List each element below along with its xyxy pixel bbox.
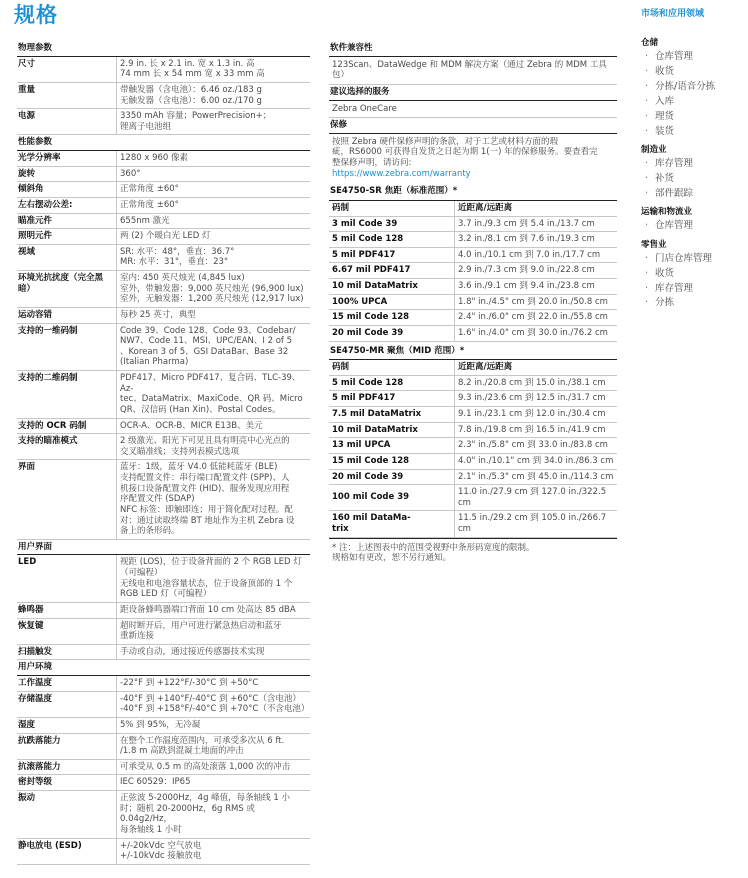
specs-column	[17, 41, 310, 865]
section-title: 性能参数	[17, 135, 310, 151]
spec-row	[17, 645, 310, 661]
spec-value: 在整个工作温度范围内，可承受多次从 6 ft. /1.8 m 高跌到混凝土地面的冲击	[116, 734, 310, 759]
range-cell: 2.1" in./5.3" cm 到 45.0 in./114.3 cm	[455, 469, 618, 485]
spec-value: 正常角度 ±60°	[116, 198, 310, 213]
column-header-code: 码制	[329, 201, 455, 216]
spec-value: 每秒 25 英寸，典型	[116, 308, 310, 323]
spec-label: 湿度	[18, 719, 36, 730]
spec-label: 瞄准元件	[18, 215, 53, 226]
symbology-cell: 5 mil Code 128	[329, 232, 455, 248]
spec-label: 振动	[18, 793, 36, 803]
market-heading: 制造业	[641, 144, 667, 155]
spec-value: 1280 x 960 像素	[116, 151, 310, 166]
market-item: · 收货	[641, 65, 741, 80]
spec-row	[17, 791, 310, 839]
spec-label: 环境光抗扰度（完全黑暗）	[18, 273, 104, 294]
spec-row	[17, 760, 310, 776]
spec-label: 扫描触发	[18, 646, 53, 657]
market-item: · 门店仓库管理	[641, 251, 741, 266]
table-row	[329, 310, 617, 326]
spec-label: 视域	[18, 246, 36, 257]
software-title: 软件兼容性	[329, 41, 617, 57]
range-cell: 2.4" in./6.0" cm 到 22.0 in./55.8 cm	[455, 310, 618, 326]
spec-row	[17, 775, 310, 791]
spec-row	[17, 83, 310, 109]
spec-value: 2.9 in. 长 x 2.1 in. 宽 x 1.3 in. 高 74 mm 长 x 54 mm 宽 x 33 mm 高	[116, 57, 310, 82]
spec-row	[17, 419, 310, 435]
symbology-cell: 20 mil Code 39	[329, 469, 455, 485]
range-table-header	[329, 360, 617, 375]
spec-value: 室内: 450 英尺烛光 (4,845 lux) 室外，带触发器：9,000 英尺烛光 (96,900 lux) 室外，无触发器：1,200 英尺烛光 (12,917 lux)	[116, 271, 310, 307]
range-cell: 3.2 in./8.1 cm 到 7.6 in./19.3 cm	[455, 232, 618, 248]
spec-label: 尺寸	[18, 58, 36, 69]
symbology-cell: 6.67 mil PDF417	[329, 263, 455, 279]
spec-label: 倾斜角	[18, 184, 44, 195]
column-header-range: 近距离/远距离	[455, 201, 618, 216]
spec-row	[17, 692, 310, 718]
spec-row	[17, 718, 310, 734]
spec-value: 手动或自动，通过接近传感器技术实现	[116, 645, 310, 660]
spec-row	[17, 676, 310, 692]
spec-label: 工作温度	[18, 678, 53, 688]
spec-label: 界面	[18, 462, 36, 473]
table-row	[329, 279, 617, 295]
spec-row	[17, 371, 310, 419]
spec-label: 恢复键	[18, 620, 44, 631]
spec-row	[17, 555, 310, 603]
spec-row	[17, 214, 310, 230]
spec-value: 2 级激光、阳光下可见且具有明亮中心光点的 交叉瞄准线；支持列表模式选项	[116, 434, 310, 459]
spec-row	[17, 151, 310, 167]
spec-value: 超时断开后，用户可进行紧急热启动和蓝牙 重新连接	[116, 619, 310, 644]
market-item: · 收货	[641, 266, 741, 281]
symbology-cell: 10 mil DataMatrix	[329, 279, 455, 295]
range-cell: 1.8" in./4.5" cm 到 20.0 in./50.8 cm	[455, 294, 618, 310]
table-row	[329, 263, 617, 279]
range-cell: 11.0 in./27.9 cm 到 127.0 in./322.5 cm	[455, 485, 618, 511]
market-item: · 入库	[641, 94, 741, 109]
spec-value: 正常角度 ±60°	[116, 182, 310, 197]
markets-title: 市场和应用领域	[641, 9, 705, 19]
spec-row	[17, 619, 310, 645]
symbology-cell: 15 mil Code 128	[329, 453, 455, 469]
symbology-cell: 3 mil Code 39	[329, 216, 455, 232]
spec-row	[17, 434, 310, 460]
column-header-code: 码制	[329, 360, 455, 375]
spec-value: IEC 60529：IP65	[116, 775, 310, 790]
spec-value: 正弦波 5-2000Hz，4g 峰值，每条轴线 1 小 时；随机 20-2000Hz，6g RMS 或 0.04g2/Hz， 每条轴线 1 小时	[116, 791, 310, 838]
spec-label: 支持的二维码制	[18, 373, 78, 383]
table-row	[329, 232, 617, 248]
market-item: · 理货	[641, 109, 741, 124]
spec-value: 5% 到 95%，无冷凝	[116, 718, 310, 733]
symbology-cell: 160 mil DataMa- trix	[329, 511, 455, 537]
footnote: * 注：上述图表中的范围受视野中条形码宽度的限制。 规格如有更改，恕不另行通知。	[329, 538, 617, 564]
services-text: Zebra OneCare	[329, 101, 617, 119]
spec-row	[17, 839, 310, 865]
software-text: 123Scan、DataWedge 和 MDM 解决方案（通过 Zebra 的 MDM 工具 包）	[329, 57, 617, 85]
market-item: · 分拣	[641, 296, 741, 311]
warranty-text	[329, 134, 617, 183]
spec-value: OCR-A、OCR-B、MICR E13B、美元	[116, 419, 310, 434]
symbology-cell: 7.5 mil DataMatrix	[329, 407, 455, 423]
range-table	[329, 360, 617, 538]
table-row	[329, 453, 617, 469]
market-group	[641, 38, 741, 139]
symbology-cell: 20 mil Code 39	[329, 325, 455, 341]
spec-label: LED	[18, 557, 37, 568]
spec-label: 蜂鸣器	[18, 604, 44, 615]
range-table	[329, 201, 617, 342]
spec-row	[17, 198, 310, 214]
spec-label: 旋转	[18, 168, 36, 179]
spec-value: PDF417、Micro PDF417、复合码、TLC-39、Az- tec、DataMatrix、MaxiCode、QR 码、Micro QR、汉信码 (Han Xin)、Postal Codes。	[116, 371, 310, 418]
table-row	[329, 407, 617, 423]
table-row	[329, 485, 617, 511]
symbology-cell: 5 mil Code 128	[329, 375, 455, 391]
symbology-cell: 100 mil Code 39	[329, 485, 455, 511]
warranty-link[interactable]: https://www.zebra.com/warranty	[332, 168, 471, 179]
range-cell: 9.1 in./23.1 cm 到 12.0 in./30.4 cm	[455, 407, 618, 423]
range-tables	[329, 182, 617, 537]
spec-row	[17, 229, 310, 245]
spec-row	[17, 734, 310, 760]
spec-label: 抗跌落能力	[18, 735, 61, 746]
spec-label: 电源	[18, 111, 36, 122]
spec-value: 3350 mAh 容量；PowerPrecision+； 锂离子电池组	[116, 109, 310, 134]
range-cell: 2.9 in./7.3 cm 到 9.0 in./22.8 cm	[455, 263, 618, 279]
range-cell: 4.0 in./10.1 cm 到 7.0 in./17.7 cm	[455, 247, 618, 263]
spec-value: 655nm 激光	[116, 214, 310, 229]
market-item: · 仓库管理	[641, 219, 741, 234]
table-row	[329, 391, 617, 407]
spec-row	[17, 167, 310, 183]
warranty-title: 保修	[329, 118, 617, 134]
table-row	[329, 294, 617, 310]
spec-value: SR: 水平：48°，垂直：36.7° MR: 水平：31°，垂直：23°	[116, 245, 310, 270]
table-row	[329, 511, 617, 537]
spec-row	[17, 271, 310, 308]
market-group	[641, 240, 741, 311]
market-item: · 库存管理	[641, 157, 741, 172]
range-cell: 11.5 in./29.2 cm 到 105.0 in./266.7 cm	[455, 511, 618, 537]
middle-column	[329, 41, 617, 564]
spec-row	[17, 245, 310, 271]
spec-label: 存储温度	[18, 693, 53, 704]
spec-label: 支持的瞄准模式	[18, 436, 78, 447]
range-cell: 2.3" in./5.8" cm 到 33.0 in./83.8 cm	[455, 438, 618, 454]
spec-label: 静电放电 (ESD)	[18, 840, 82, 851]
symbology-cell: 5 mil PDF417	[329, 391, 455, 407]
spec-value: -40°F 到 +140°F/-40°C 到 +60°C（含电池） -40°F 到 +158°F/-40°C 到 +70°C（不含电池）	[116, 692, 310, 717]
market-heading: 仓储	[641, 38, 659, 48]
range-table-title: SE4750-MR 聚焦（MID 范围）*	[329, 342, 617, 361]
range-cell: 8.2 in./20.8 cm 到 15.0 in./38.1 cm	[455, 375, 618, 391]
spec-value: -22°F 到 +122°F/-30°C 到 +50°C	[116, 676, 310, 691]
spec-label: 支持的一维码制	[18, 325, 78, 336]
services-title: 建议选择的服务	[329, 85, 617, 101]
range-cell: 4.0" in./10.1" cm 到 34.0 in./86.3 cm	[455, 453, 618, 469]
range-table-header	[329, 201, 617, 216]
symbology-cell: 100% UPCA	[329, 294, 455, 310]
market-item: · 部件跟踪	[641, 186, 741, 201]
table-row	[329, 375, 617, 391]
spec-value: +/-20kVdc 空气放电 +/-10kVdc 接触放电	[116, 839, 310, 864]
market-heading: 零售业	[641, 239, 667, 250]
spec-label: 照明元件	[18, 231, 53, 242]
market-group	[641, 207, 741, 234]
section-title: 用户界面	[17, 540, 310, 556]
spec-label: 重量	[18, 84, 36, 95]
symbology-cell: 15 mil Code 128	[329, 310, 455, 326]
spec-row	[17, 182, 310, 198]
range-cell: 3.7 in./9.3 cm 到 5.4 in./13.7 cm	[455, 216, 618, 232]
section-title: 物理参数	[17, 41, 310, 57]
warranty-body: 按照 Zebra 硬件保修声明的条款，对于工艺或材料方面的瑕 疵，RS6000 可获得自发货之日起为期 1(一) 年的保修服务。要查看完 整保修声明，请访问:	[332, 136, 598, 168]
page-title: 规格	[14, 3, 58, 27]
range-cell: 7.8 in./19.8 cm 到 16.5 in./41.9 cm	[455, 422, 618, 438]
market-item: · 补货	[641, 171, 741, 186]
spec-label: 左右摆动公差:	[18, 199, 73, 210]
spec-value: 蓝牙：1级，蓝牙 V4.0 低能耗蓝牙 (BLE) 支持配置文件：串行端口配置文件 (SPP)、人 机接口设备配置文件 (HID)、服务发现应用程 序配置文件 (SDAP) NFC 标签：即触即连；用于简化配对过程。配 对：通过读取终端 BT 地址作为主机 Zebra 设 备上的条形码。	[116, 460, 310, 538]
spec-value: 可承受从 0.5 m 的高处滚落 1,000 次的冲击	[116, 760, 310, 775]
spec-row	[17, 57, 310, 83]
spec-row	[17, 308, 310, 324]
table-row	[329, 325, 617, 341]
table-row	[329, 247, 617, 263]
spec-label: 抗滚落能力	[18, 761, 61, 772]
table-row	[329, 469, 617, 485]
table-row	[329, 216, 617, 232]
market-item: · 分拣/语音分拣	[641, 79, 741, 94]
market-group	[641, 145, 741, 201]
range-cell: 3.6 in./9.1 cm 到 9.4 in./23.8 cm	[455, 279, 618, 295]
symbology-cell: 5 mil PDF417	[329, 247, 455, 263]
spec-value: 距设备蜂鸣器端口背面 10 cm 处高达 85 dBA	[116, 603, 310, 618]
spec-row	[17, 603, 310, 619]
market-item: · 装货	[641, 124, 741, 139]
spec-row	[17, 109, 310, 135]
market-heading: 运输和物流业	[641, 207, 693, 218]
spec-value: 360°	[116, 167, 310, 182]
column-header-range: 近距离/远距离	[455, 360, 618, 375]
section-title: 用户环境	[17, 660, 310, 676]
spec-label: 支持的 OCR 码制	[18, 420, 87, 431]
table-row	[329, 422, 617, 438]
markets-column	[641, 38, 741, 317]
symbology-cell: 13 mil UPCA	[329, 438, 455, 454]
range-cell: 1.6" in./4.0" cm 到 30.0 in./76.2 cm	[455, 325, 618, 341]
spec-label: 运动容错	[18, 309, 53, 320]
spec-value: Code 39、Code 128、Code 93、Codebar/ NW7、Code 11、MSI、UPC/EAN、I 2 of 5 、Korean 3 of 5、GSI DataBar、Base 32 (Italian Pharma)	[116, 324, 310, 371]
spec-label: 密封等级	[18, 777, 53, 788]
spec-value: 带触发器（含电池）：6.46 oz./183 g 无触发器（含电池）：6.00 oz./170 g	[116, 83, 310, 108]
range-cell: 9.3 in./23.6 cm 到 12.5 in./31.7 cm	[455, 391, 618, 407]
table-row	[329, 438, 617, 454]
spec-row	[17, 324, 310, 372]
spec-row	[17, 460, 310, 539]
market-item: · 仓库管理	[641, 50, 741, 65]
spec-label: 光学分辨率	[18, 153, 61, 163]
range-table-title: SE4750-SR 焦距（标准范围）*	[329, 182, 617, 201]
symbology-cell: 10 mil DataMatrix	[329, 422, 455, 438]
spec-value: 两 (2) 个暖白光 LED 灯	[116, 229, 310, 244]
spec-value: 视距 (LOS)，位于设备背面的 2 个 RGB LED 灯 （可编程） 无线电和电池容量状态，位于设备顶部的 1 个 RGB LED 灯（可编程）	[116, 555, 310, 602]
market-item: · 库存管理	[641, 281, 741, 296]
